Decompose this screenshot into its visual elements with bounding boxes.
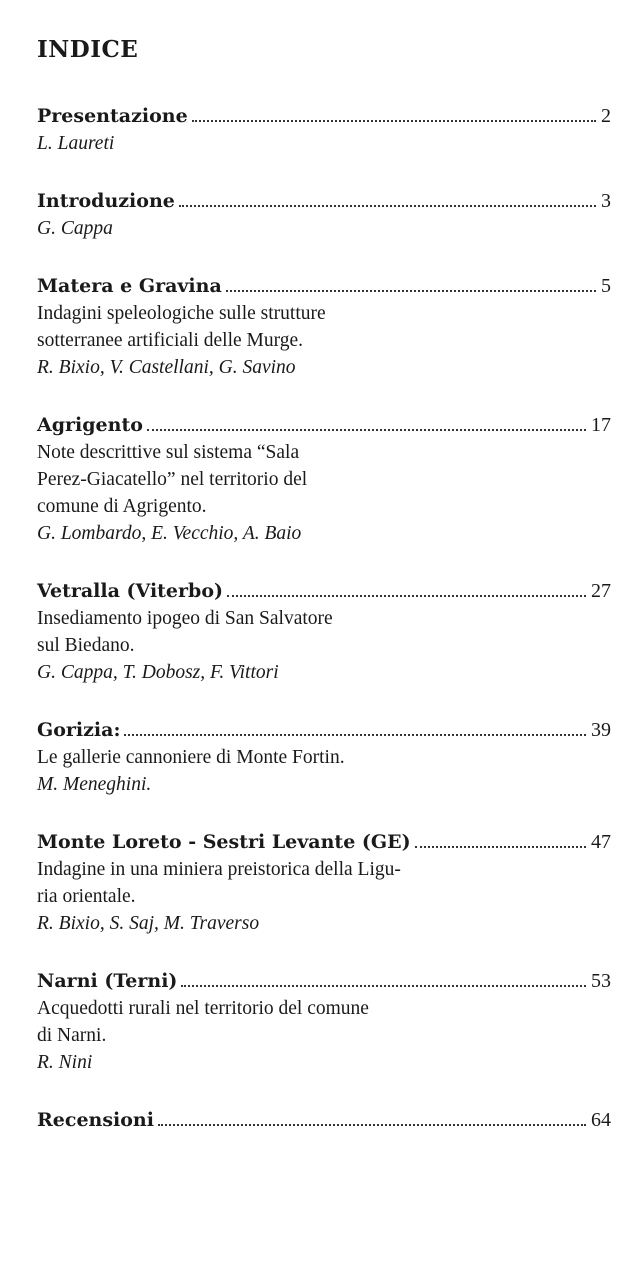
dot-leader	[226, 290, 596, 292]
entry-heading-line	[37, 829, 611, 856]
index-entry	[37, 968, 611, 1076]
entry-description	[37, 439, 611, 520]
dot-leader	[124, 734, 586, 736]
entry-authors: L. Laureti	[37, 133, 115, 154]
index-entries	[37, 103, 611, 1134]
entry-title: Recensioni	[37, 1109, 154, 1131]
index-entry	[37, 103, 611, 157]
dot-leader	[158, 1124, 586, 1126]
entry-authors: G. Cappa	[37, 218, 113, 239]
entry-title: Agrigento	[37, 414, 143, 436]
description-line: Indagini speleologiche sulle strutture	[37, 303, 326, 324]
entry-page-number: 47	[591, 831, 611, 853]
description-line: Note descrittive sul sistema “Sala	[37, 442, 300, 463]
index-entry	[37, 717, 611, 798]
entry-heading-line	[37, 1107, 611, 1134]
entry-page-number: 64	[591, 1109, 611, 1131]
description-line: Perez-Giacatello” nel territorio del	[37, 469, 308, 490]
description-line: Indagine in una miniera preistorica della Ligu-	[37, 859, 401, 880]
entry-title: Vetralla (Viterbo)	[37, 580, 223, 602]
description-line: comune di Agrigento.	[37, 496, 207, 517]
description-line: di Narni.	[37, 1025, 107, 1046]
description-line: Insediamento ipogeo di San Salvatore	[37, 608, 333, 629]
entry-heading-line	[37, 578, 611, 605]
dot-leader	[192, 120, 596, 122]
entry-heading-line	[37, 188, 611, 215]
entry-title: Monte Loreto - Sestri Levante (GE)	[37, 831, 411, 853]
entry-authors: M. Meneghini.	[37, 774, 152, 795]
description-line: ria orientale.	[37, 886, 136, 907]
index-heading: INDICE	[37, 36, 139, 63]
entry-description	[37, 744, 611, 771]
entry-authors: G. Cappa, T. Dobosz, F. Vittori	[37, 662, 279, 683]
entry-page-number: 53	[591, 970, 611, 992]
entry-title: Introduzione	[37, 190, 175, 212]
entry-heading-line	[37, 412, 611, 439]
entry-heading-line	[37, 968, 611, 995]
index-entry	[37, 578, 611, 686]
index-entry	[37, 829, 611, 937]
entry-page-number: 2	[601, 105, 611, 127]
entry-title: Gorizia:	[37, 719, 121, 741]
entry-authors: R. Bixio, S. Saj, M. Traverso	[37, 913, 260, 934]
entry-title: Presentazione	[37, 105, 188, 127]
entry-description	[37, 300, 611, 354]
entry-page-number: 27	[591, 580, 611, 602]
entry-description	[37, 605, 611, 659]
dot-leader	[415, 846, 586, 848]
index-entry	[37, 273, 611, 381]
entry-title: Narni (Terni)	[37, 970, 178, 992]
description-line: Le gallerie cannoniere di Monte Fortin.	[37, 747, 345, 768]
entry-heading-line	[37, 273, 611, 300]
entry-page-number: 39	[591, 719, 611, 741]
description-line: sul Biedano.	[37, 635, 135, 656]
entry-description	[37, 856, 611, 910]
entry-authors: G. Lombardo, E. Vecchio, A. Baio	[37, 523, 302, 544]
dot-leader	[147, 429, 586, 431]
index-entry	[37, 1107, 611, 1134]
description-line: Acquedotti rurali nel territorio del comune	[37, 998, 369, 1019]
entry-page-number: 3	[601, 190, 611, 212]
entry-page-number: 17	[591, 414, 611, 436]
dot-leader	[227, 595, 586, 597]
index-page	[37, 38, 611, 1165]
dot-leader	[181, 985, 586, 987]
entry-authors: R. Nini	[37, 1052, 93, 1073]
entry-description	[37, 995, 611, 1049]
entry-page-number: 5	[601, 275, 611, 297]
entry-authors: R. Bixio, V. Castellani, G. Savino	[37, 357, 296, 378]
dot-leader	[179, 205, 596, 207]
entry-heading-line	[37, 103, 611, 130]
entry-heading-line	[37, 717, 611, 744]
index-entry	[37, 188, 611, 242]
entry-title: Matera e Gravina	[37, 275, 222, 297]
index-entry	[37, 412, 611, 547]
description-line: sotterranee artificiali delle Murge.	[37, 330, 304, 351]
